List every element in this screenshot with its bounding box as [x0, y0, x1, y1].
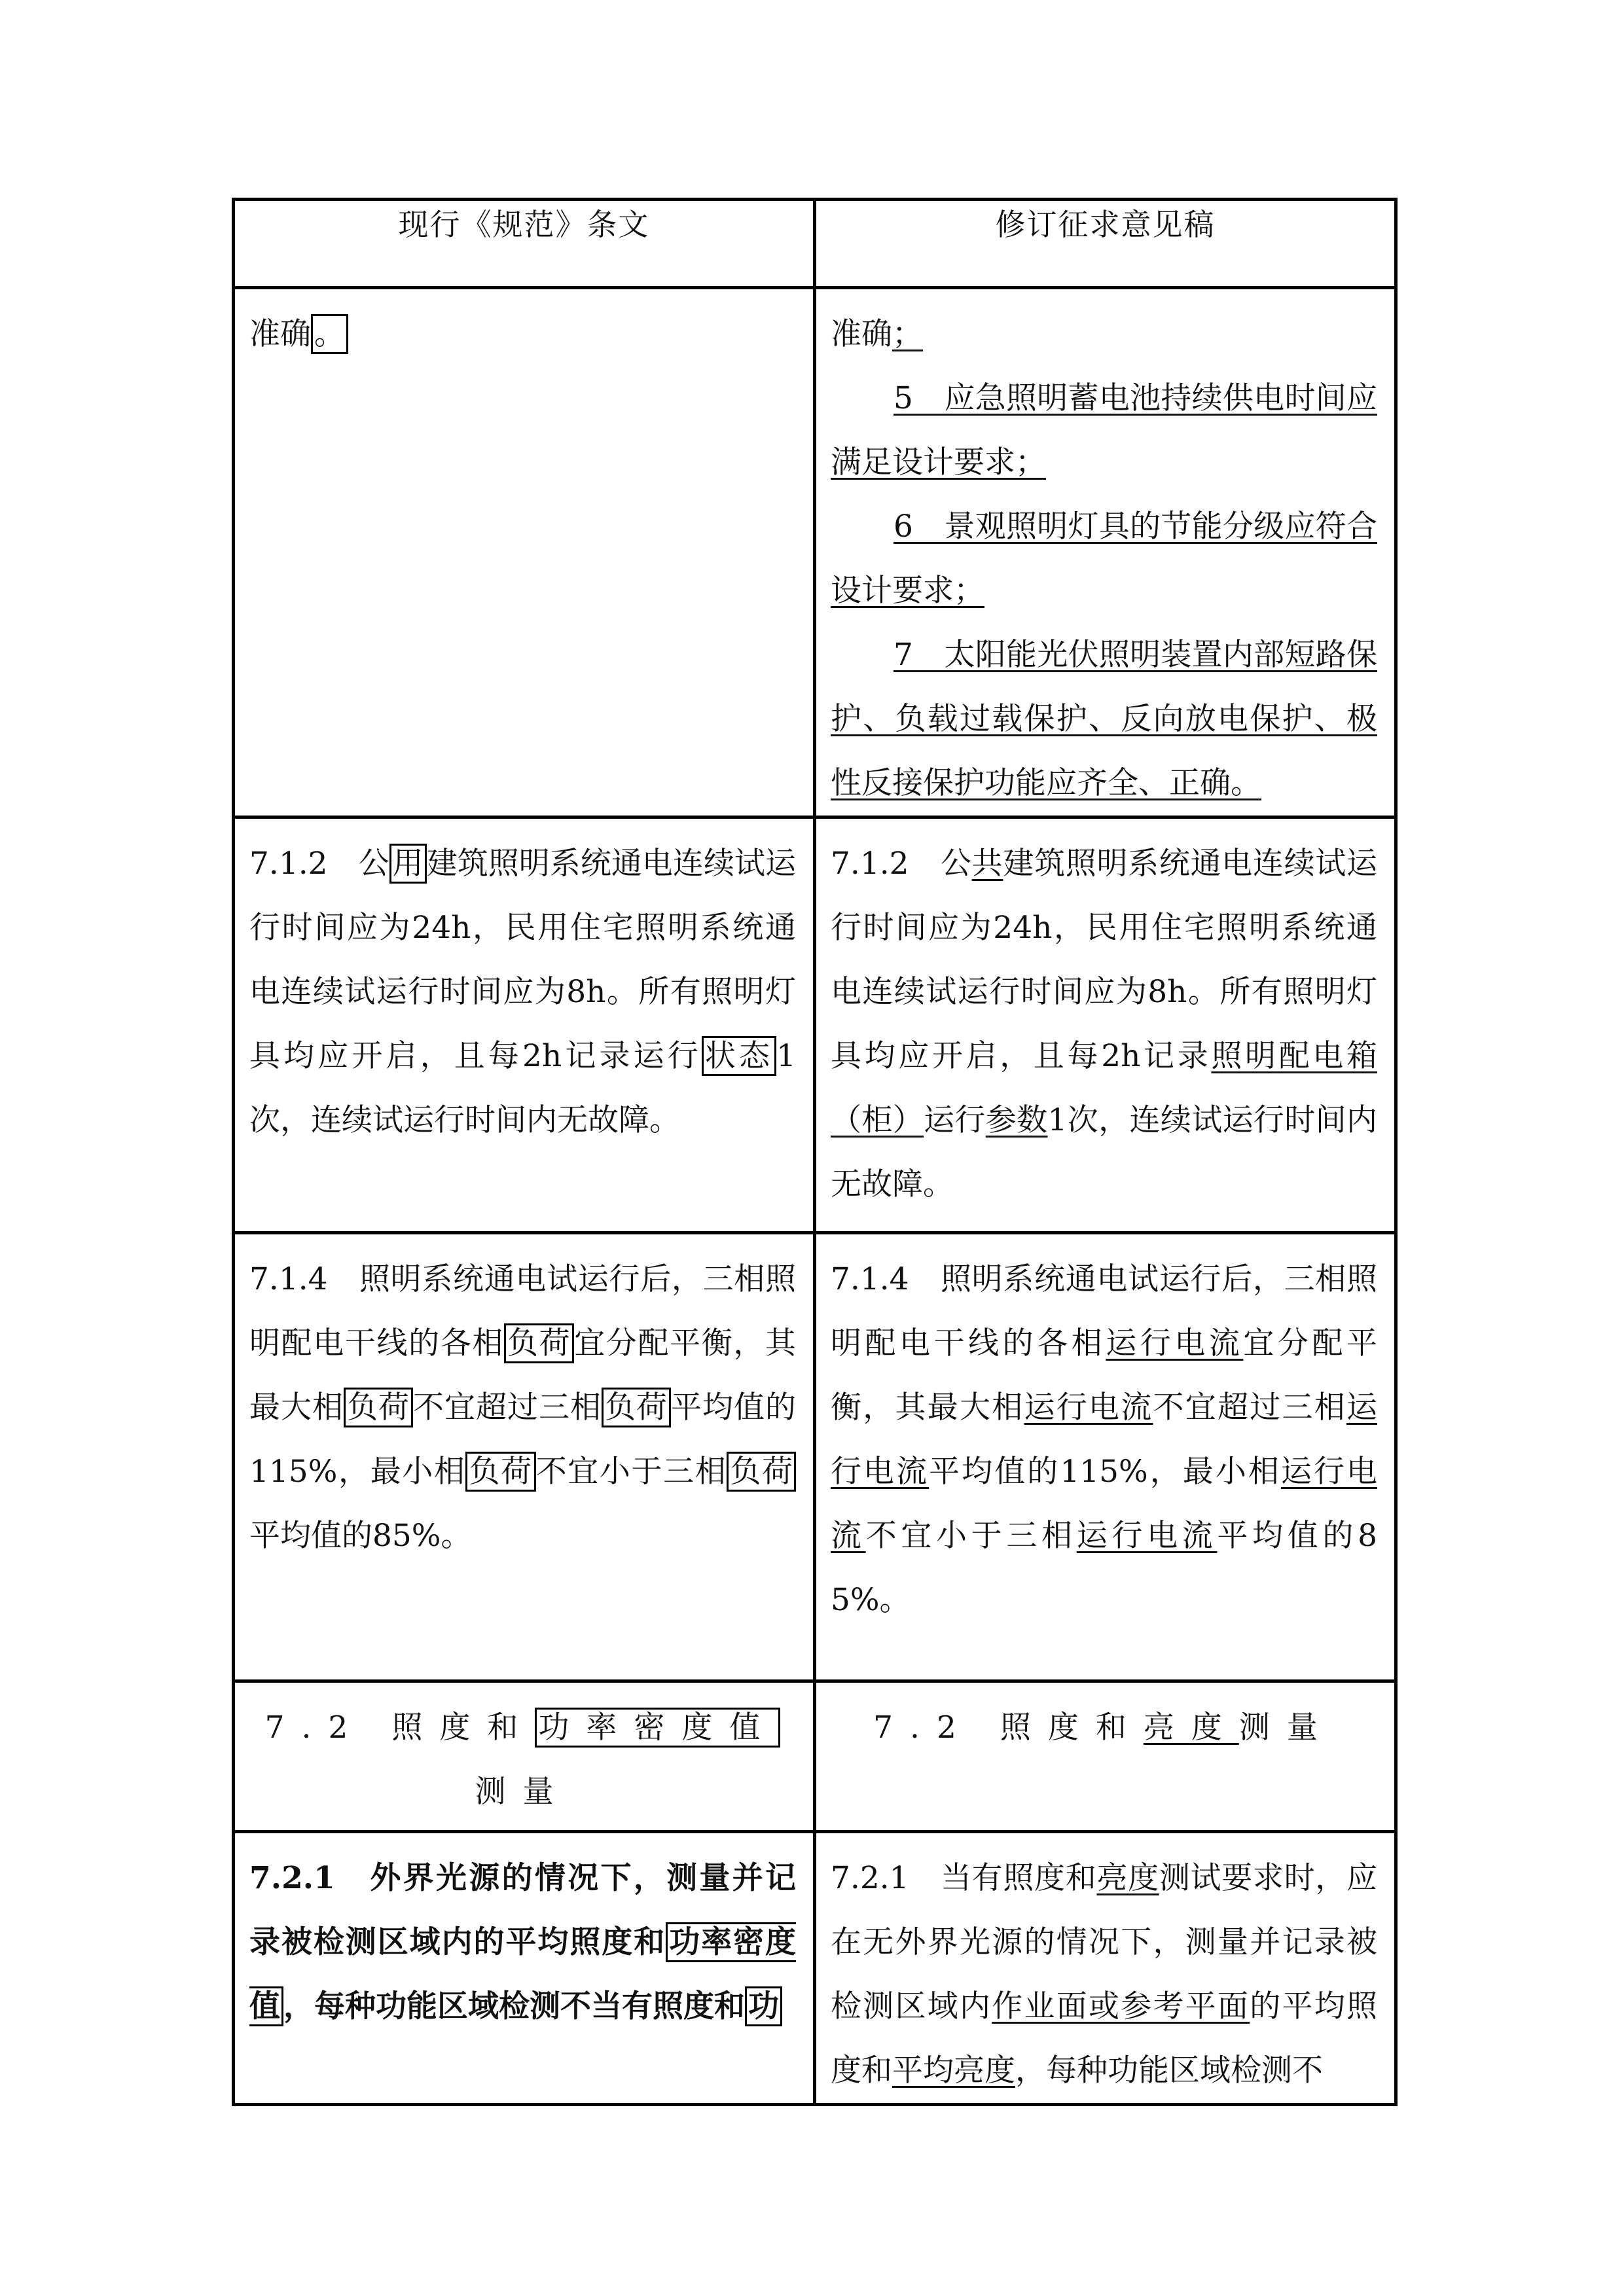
inserted-text: ；: [892, 316, 923, 352]
comparison-table: [232, 198, 1398, 2106]
clause-text: 建筑照明系统通电连续试运行时间应为24h，民用住宅照明系统通电连续试运行时间应为8h。所有照明灯具均应开启，且每2h记录: [831, 846, 1378, 1074]
revision-draft-cell: [815, 1233, 1396, 1681]
section-title: 测量: [1238, 1710, 1335, 1746]
section-heading-row: [234, 1681, 1396, 1832]
deleted-text: 状态: [702, 1036, 776, 1076]
table-row: [234, 817, 1396, 1233]
current-clause-cell: [234, 288, 815, 817]
inserted-text: 作业面或参考平面: [992, 1988, 1250, 2024]
clause-text: 7.1.2 公: [249, 846, 389, 882]
current-clause-cell: [234, 1832, 815, 2105]
clause-text: 的平均照度和: [831, 1988, 1377, 2089]
clause-text: 平均值的115%，最小相: [249, 1390, 796, 1490]
deleted-text: 功率密度值: [535, 1708, 780, 1748]
clause-text: 平均值的115%，最小相: [929, 1454, 1281, 1490]
clause-text: 准确: [249, 316, 311, 352]
clause-text: 建筑照明系统通电连续试运行时间应为24h，民用住宅照明系统通电连续试运行时间应为8h。所有照明灯具均应开启，且每2h记录运行: [249, 846, 797, 1074]
clause-text: 7.1.2 公: [831, 846, 972, 882]
deleted-text: 。: [311, 314, 348, 354]
inserted-text: 亮度: [1143, 1710, 1239, 1746]
deleted-text: 负荷: [344, 1388, 413, 1427]
clause-text: 1次，连续试运行时间内无故障。: [249, 1038, 796, 1138]
inserted-item-7: 7 太阳能光伏照明装置内部短路保护、负载过载保护、反向放电保护、极性反接保护功能应齐全、正确。: [831, 637, 1377, 801]
clause-text: ，每种功能区域检测不当有照度和: [283, 1988, 745, 2024]
clause-text: 7.1.4 照明系统通电试运行后，三相照明配电干线的各相: [249, 1261, 796, 1361]
clause-text: 不宜小于三相: [535, 1454, 727, 1490]
deleted-text: 负荷: [504, 1323, 574, 1363]
clause-text: ，每种功能区域检测不: [1015, 2053, 1323, 2089]
header-revision-draft: 修订征求意见稿: [815, 200, 1396, 288]
table-row: [234, 288, 1396, 817]
inserted-text: 运行电流: [831, 1454, 1378, 1554]
section-title: 7.2 照度和: [264, 1710, 535, 1746]
deleted-text: 负荷: [465, 1452, 535, 1492]
clause-text: 不宜超过三相: [413, 1390, 602, 1426]
header-row: [234, 200, 1396, 288]
inserted-text: 照明配电箱（柜）: [831, 1038, 1377, 1138]
revision-draft-cell: [815, 817, 1396, 1233]
clause-text: 不宜超过三相: [1153, 1390, 1346, 1426]
header-current-clause: 现行《规范》条文: [234, 200, 815, 288]
section-title: 7.2 照度和: [873, 1710, 1144, 1746]
clause-text: 1次，连续试运行时间内无故障。: [831, 1102, 1378, 1202]
inserted-text: 运行电流: [831, 1390, 1377, 1490]
deleted-text: 负荷: [727, 1452, 796, 1492]
clause-text: 7.2.1 外界光源的情况下，测量并记录被检测区域内的平均照度和: [249, 1860, 796, 1960]
inserted-text: 亮度: [1096, 1860, 1159, 1896]
inserted-text: 运行电流: [1024, 1390, 1153, 1426]
inserted-item-5: 5 应急照明蓄电池持续供电时间应满足设计要求；: [831, 380, 1377, 480]
inserted-text: 平均亮度: [892, 2053, 1015, 2089]
clause-text: 测试要求时，应在无外界光源的情况下，测量并记录被检测区域内: [831, 1860, 1378, 2024]
revision-draft-cell: [815, 288, 1396, 817]
deleted-text: 功率密度值: [249, 1922, 796, 2026]
current-clause-cell: [234, 817, 815, 1233]
clause-text: 7.2.1 当有照度和: [831, 1860, 1097, 1896]
clause-text: 平均值的85%。: [831, 1518, 1378, 1618]
table-row: [234, 1832, 1396, 2105]
current-clause-cell: [234, 1233, 815, 1681]
inserted-text: 参数: [985, 1102, 1048, 1138]
clause-text: 运行: [924, 1102, 986, 1138]
clause-text: 准确: [831, 316, 892, 352]
inserted-item-6: 6 景观照明灯具的节能分级应符合设计要求；: [831, 509, 1377, 609]
table-row: [234, 1233, 1396, 1681]
revision-draft-cell: [815, 1681, 1396, 1832]
clause-text: 宜分配平衡，其最大相: [831, 1325, 1378, 1426]
revision-draft-cell: [815, 1832, 1396, 2105]
clause-text: 不宜小于三相: [865, 1518, 1077, 1554]
deleted-text: 负荷: [602, 1388, 671, 1427]
current-clause-cell: [234, 1681, 815, 1832]
section-title: 测量: [475, 1774, 571, 1810]
inserted-text: 运行电流: [1076, 1518, 1218, 1554]
deleted-text: 功: [745, 1986, 782, 2026]
inserted-text: 共: [971, 846, 1003, 882]
clause-text: 宜分配平衡，其最大相: [249, 1325, 796, 1426]
deleted-text: 用: [389, 844, 427, 884]
clause-text: 平均值的85%。: [249, 1518, 472, 1554]
inserted-text: 运行电流: [1106, 1325, 1244, 1361]
clause-text: 7.1.4 照明系统通电试运行后，三相照明配电干线的各相: [831, 1261, 1377, 1361]
